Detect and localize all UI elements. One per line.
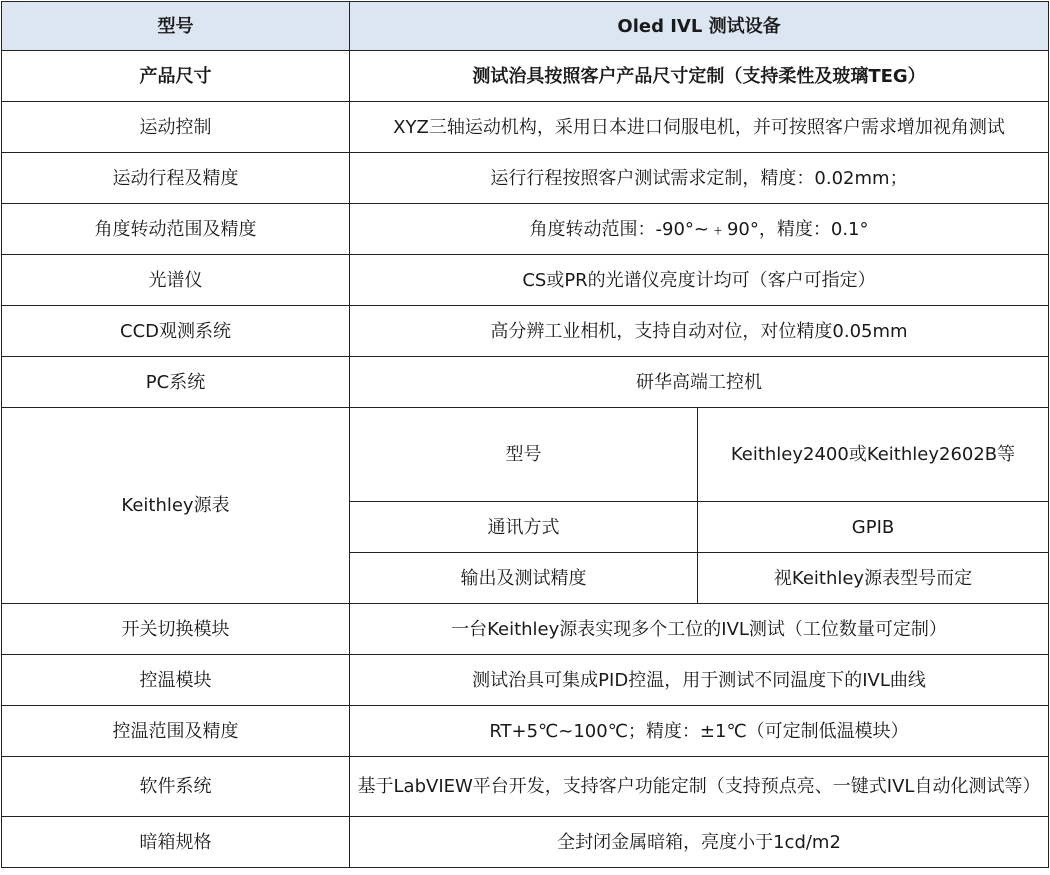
row-label: 软件系统 [2,757,350,817]
keithley-label: Keithley源表 [2,408,350,604]
keithley-sub-value: 视Keithley源表型号而定 [698,553,1049,604]
row-label: 控温范围及精度 [2,706,350,757]
table-row [2,757,1049,817]
table-row [2,817,1049,868]
row-label: 角度转动范围及精度 [2,204,350,255]
row-value: 测试治具按照客户产品尺寸定制（支持柔性及玻璃TEG） [350,51,1049,102]
keithley-row [2,408,1049,502]
row-value: 全封闭金属暗箱，亮度小于1cd/m2 [350,817,1049,868]
row-value: 角度转动范围：-90°~﹢90°，精度：0.1° [350,204,1049,255]
table-row [2,51,1049,102]
row-value: 基于LabVIEW平台开发，支持客户功能定制（支持预点亮、一键式IVL自动化测试等） [350,757,1049,817]
table-row [2,604,1049,655]
row-value: 测试治具可集成PID控温，用于测试不同温度下的IVL曲线 [350,655,1049,706]
spec-table [1,1,1049,868]
table-row [2,204,1049,255]
row-value: 一台Keithley源表实现多个工位的IVL测试（工位数量可定制） [350,604,1049,655]
table-row [2,357,1049,408]
header-label-cell: 型号 [2,2,350,51]
table-row [2,655,1049,706]
row-value: 高分辨工业相机，支持自动对位，对位精度0.05mm [350,306,1049,357]
row-label: 产品尺寸 [2,51,350,102]
row-value: RT+5℃~100℃；精度：±1℃（可定制低温模块） [350,706,1049,757]
table-row [2,306,1049,357]
row-label: 控温模块 [2,655,350,706]
keithley-sub-value: GPIB [698,502,1049,553]
row-label: 暗箱规格 [2,817,350,868]
row-label: 光谱仪 [2,255,350,306]
header-row [2,2,1049,51]
keithley-sub-label: 输出及测试精度 [350,553,698,604]
row-value: 研华高端工控机 [350,357,1049,408]
table-row [2,102,1049,153]
row-value: 运行行程按照客户测试需求定制，精度：0.02mm； [350,153,1049,204]
row-label: 运动控制 [2,102,350,153]
keithley-sub-label: 型号 [350,408,698,502]
row-label: PC系统 [2,357,350,408]
header-value-cell: Oled IVL 测试设备 [350,2,1049,51]
table-row [2,706,1049,757]
row-value: CS或PR的光谱仪亮度计均可（客户可指定） [350,255,1049,306]
row-label: 开关切换模块 [2,604,350,655]
row-value: XYZ三轴运动机构，采用日本进口伺服电机，并可按照客户需求增加视角测试 [350,102,1049,153]
keithley-sub-value: Keithley2400或Keithley2602B等 [698,408,1049,502]
table-row [2,255,1049,306]
row-label: 运动行程及精度 [2,153,350,204]
table-row [2,153,1049,204]
keithley-sub-label: 通讯方式 [350,502,698,553]
row-label: CCD观测系统 [2,306,350,357]
